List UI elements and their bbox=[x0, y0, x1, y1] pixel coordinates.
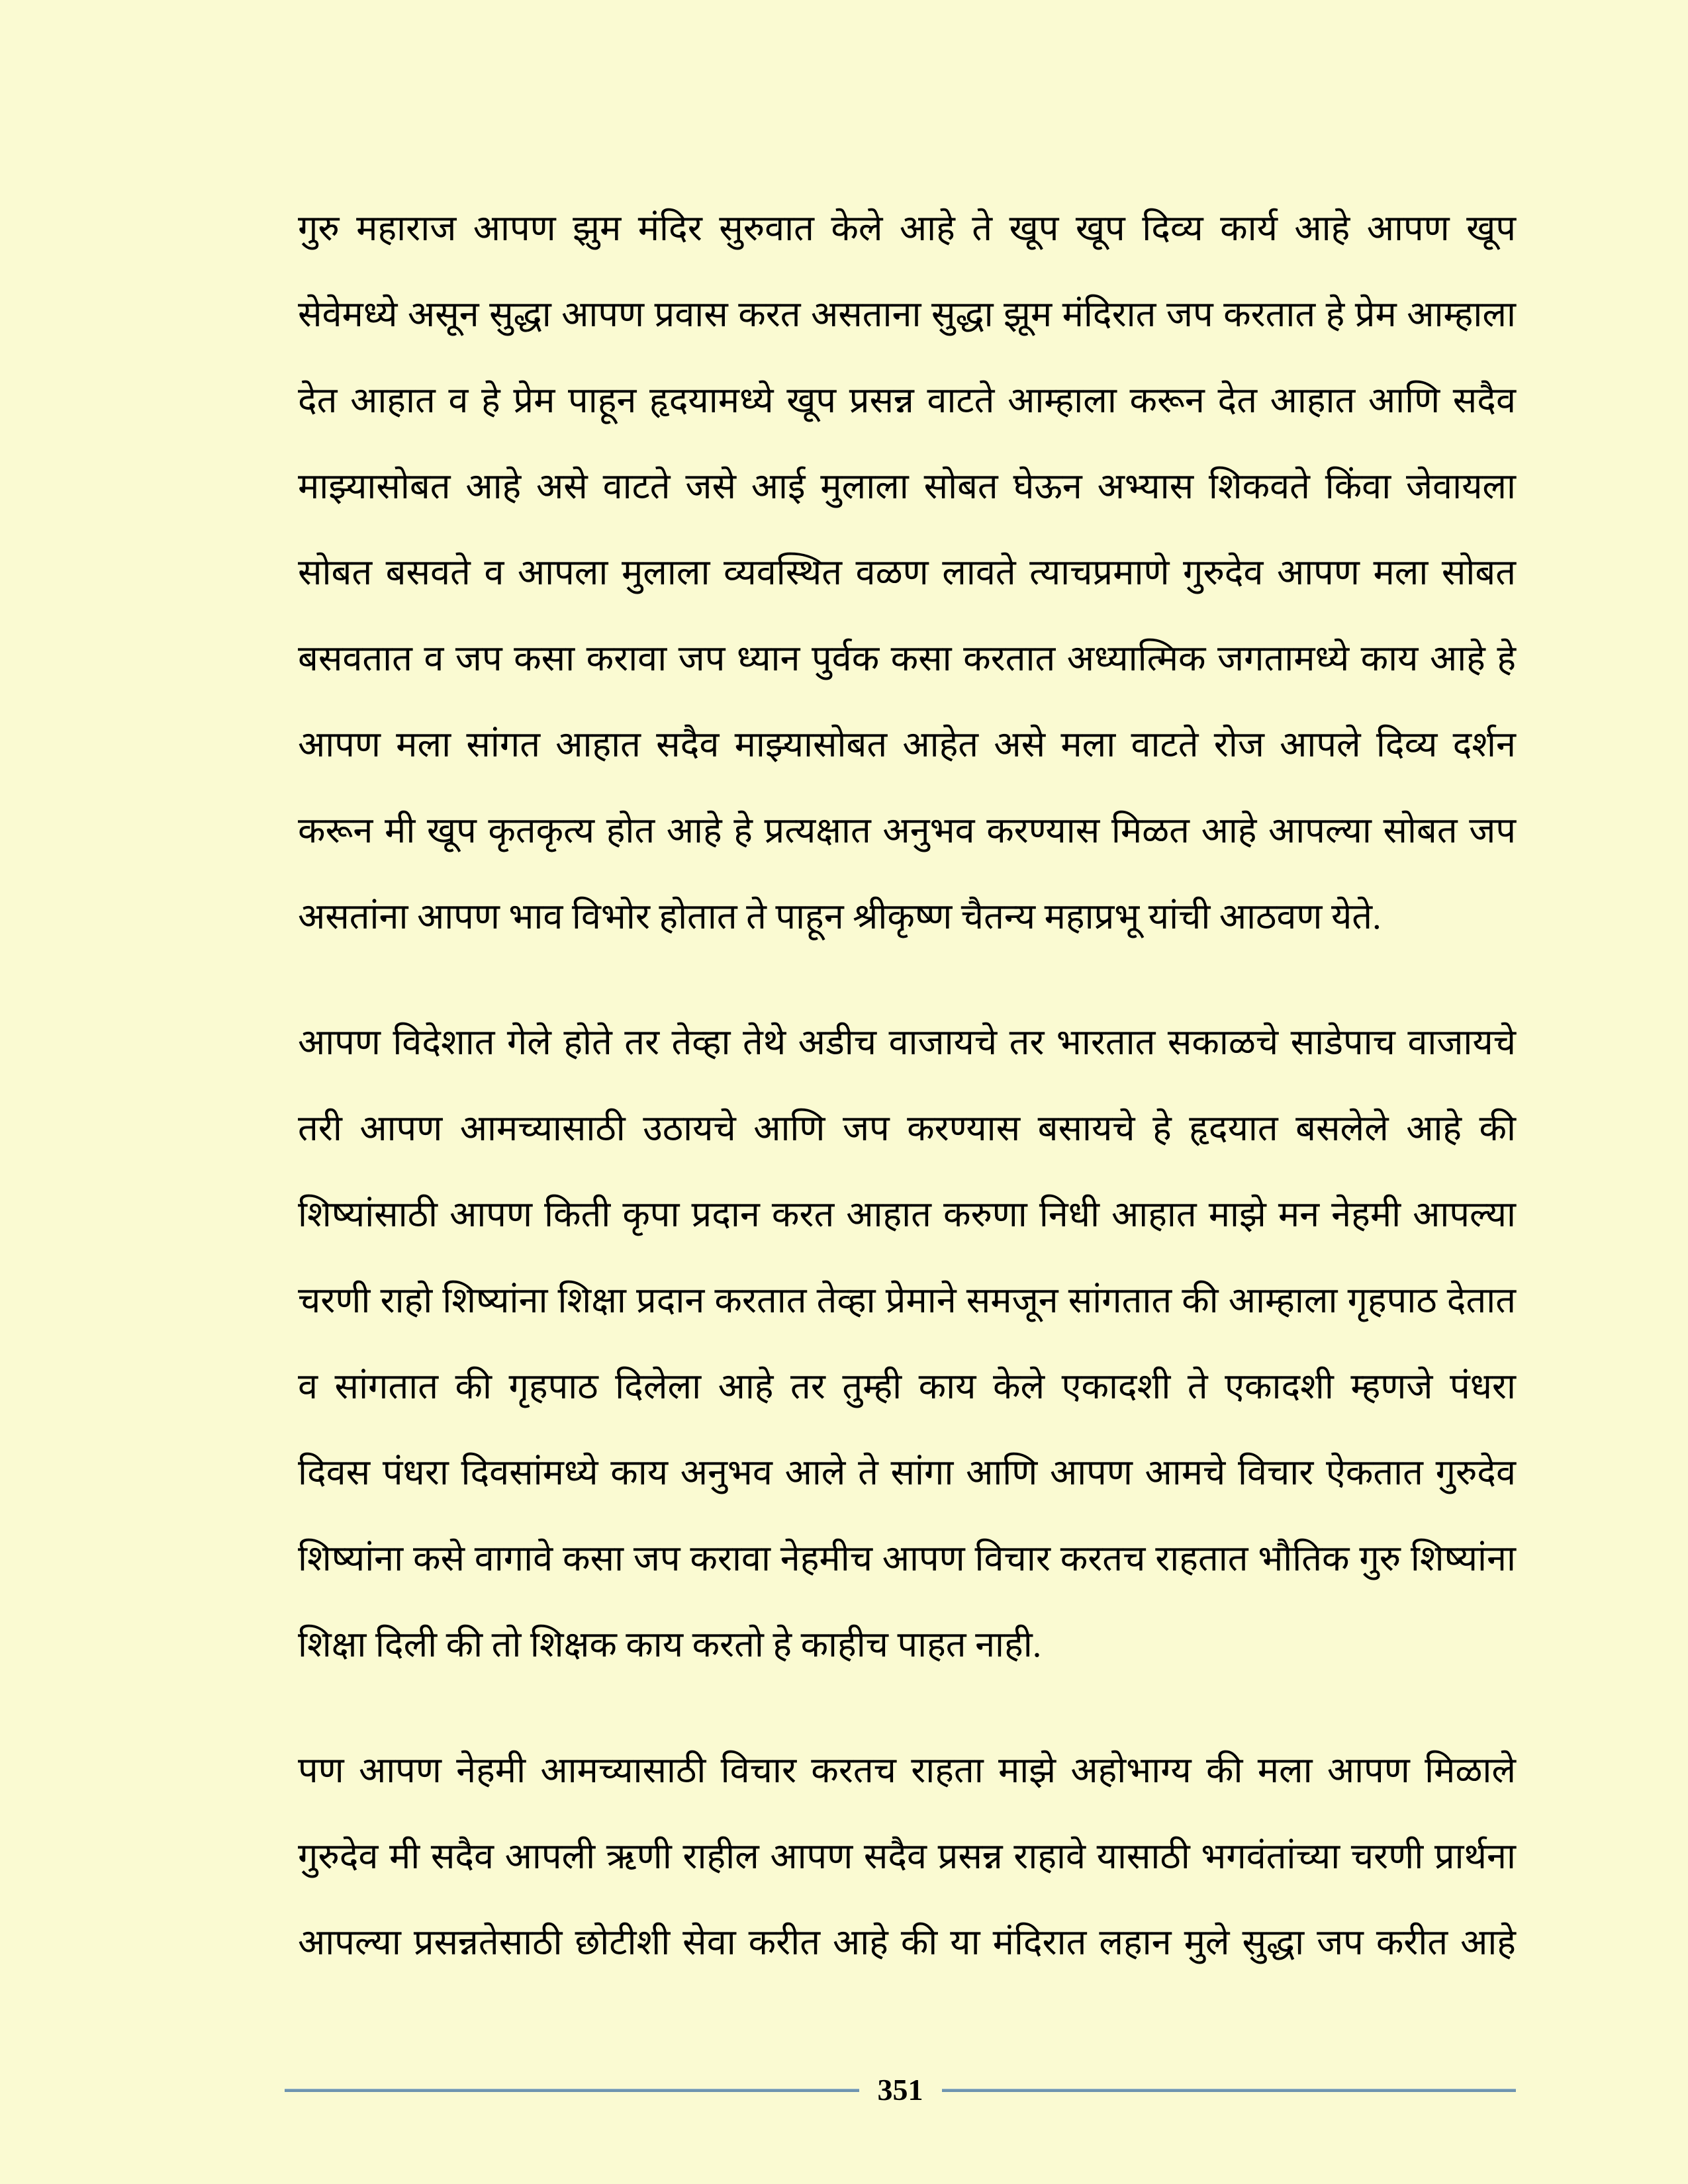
text-line: चरणी राहो शिष्यांना शिक्षा प्रदान करतात तेव्हा प्रेमाने समजून सांगतात की आम्हाला गृहपाठ देतात bbox=[298, 1281, 1516, 1320]
paragraph-2 bbox=[298, 999, 1516, 1688]
text-line: बसवतात व जप कसा करावा जप ध्यान पुर्वक कसा करतात अध्यात्मिक जगतामध्ये काय आहे हे bbox=[298, 639, 1516, 678]
text-line: तरी आपण आमच्यासाठी उठायचे आणि जप करण्यास बसायचे हे हृदयात बसलेले आहे की bbox=[298, 1109, 1516, 1148]
text-line: असतांना आपण भाव विभोर होतात ते पाहून श्रीकृष्ण चैतन्य महाप्रभू यांची आठवण येते. bbox=[298, 897, 1382, 936]
text-line: आपण विदेशात गेले होते तर तेव्हा तेथे अडीच वाजायचे तर भारतात सकाळचे साडेपाच वाजायचे bbox=[298, 1023, 1516, 1062]
paragraph-3 bbox=[298, 1727, 1516, 1985]
text-line: दिवस पंधरा दिवसांमध्ये काय अनुभव आले ते सांगा आणि आपण आमचे विचार ऐकतात गुरुदेव bbox=[298, 1453, 1516, 1492]
text-line: आपल्या प्रसन्नतेसाठी छोटीशी सेवा करीत आहे की या मंदिरात लहान मुले सुद्धा जप करीत आहे bbox=[298, 1923, 1516, 1962]
text-line: शिष्यांना कसे वागावे कसा जप करावा नेहमीच आपण विचार करतच राहतात भौतिक गुरु शिष्यांना bbox=[298, 1539, 1516, 1578]
text-line: करून मी खूप कृतकृत्य होत आहे हे प्रत्यक्षात अनुभव करण्यास मिळत आहे आपल्या सोबत जप bbox=[298, 811, 1516, 850]
text-line: माझ्यासोबत आहे असे वाटते जसे आई मुलाला सोबत घेऊन अभ्यास शिकवते किंवा जेवायला bbox=[298, 467, 1516, 506]
text-line: शिष्यांसाठी आपण किती कृपा प्रदान करत आहात करुणा निधी आहात माझे मन नेहमी आपल्या bbox=[298, 1195, 1516, 1234]
text-line: गुरु महाराज आपण झुम मंदिर सुरुवात केले आहे ते खूप खूप दिव्य कार्य आहे आपण खूप bbox=[298, 208, 1516, 248]
text-line: आपण मला सांगत आहात सदैव माझ्यासोबत आहेत असे मला वाटते रोज आपले दिव्य दर्शन bbox=[298, 725, 1516, 764]
footer-rule-left bbox=[285, 2089, 859, 2092]
page-text-block bbox=[298, 185, 1516, 2025]
page-number: 351 bbox=[877, 2073, 923, 2107]
text-line: सेवेमध्ये असून सुद्धा आपण प्रवास करत असताना सुद्धा झूम मंदिरात जप करतात हे प्रेम आम्हाला bbox=[298, 295, 1516, 334]
text-line: व सांगतात की गृहपाठ दिलेला आहे तर तुम्ही काय केले एकादशी ते एकादशी म्हणजे पंधरा bbox=[298, 1367, 1516, 1406]
text-line: पण आपण नेहमी आमच्यासाठी विचार करतच राहता माझे अहोभाग्य की मला आपण मिळाले bbox=[298, 1751, 1516, 1790]
text-line: देत आहात व हे प्रेम पाहून हृदयामध्ये खूप प्रसन्न वाटते आम्हाला करून देत आहात आणि सदैव bbox=[298, 381, 1516, 420]
paragraph-1 bbox=[298, 185, 1516, 960]
text-line: गुरुदेव मी सदैव आपली ऋणी राहील आपण सदैव प्रसन्न राहावे यासाठी भगवंतांच्या चरणी प्रार्थना bbox=[298, 1837, 1516, 1876]
text-line: सोबत बसवते व आपला मुलाला व्यवस्थित वळण लावते त्याचप्रमाणे गुरुदेव आपण मला सोबत bbox=[298, 553, 1516, 592]
page-footer bbox=[285, 2069, 1516, 2111]
footer-rule-right bbox=[942, 2089, 1517, 2092]
text-line: शिक्षा दिली की तो शिक्षक काय करतो हे काहीच पाहत नाही. bbox=[298, 1625, 1042, 1664]
